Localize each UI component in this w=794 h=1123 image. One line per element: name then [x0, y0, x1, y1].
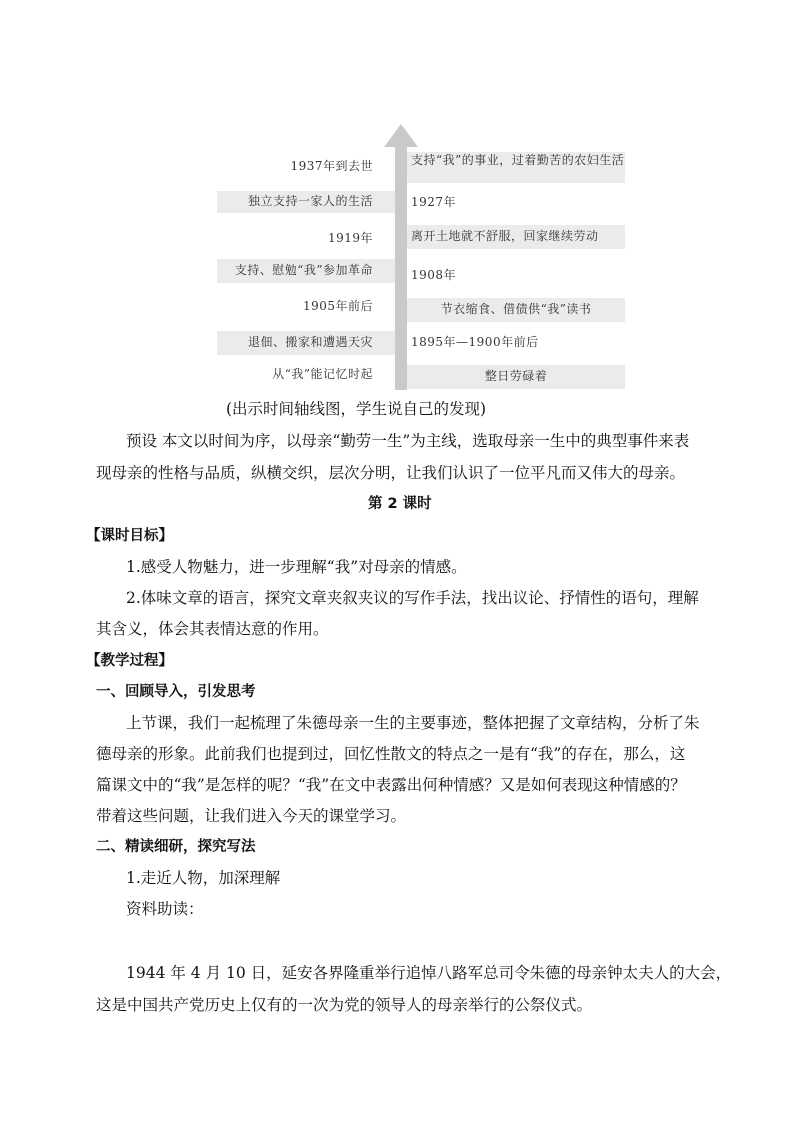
timeline-left-label: 从“我”能记忆时起	[272, 367, 373, 381]
timeline-left-label: 1919年	[327, 231, 373, 245]
preset-paragraph-line: 预设 本文以时间为序，以母亲“勤劳一生”为主线，选取母亲一生中的典型事件来表	[126, 432, 690, 450]
timeline-left-label: 退佃、搬家和遭遇天灾	[217, 331, 395, 355]
timeline-left-label: 支持、慰勉“我”参加革命	[217, 259, 395, 283]
paragraph-line: 上节课，我们一起梳理了朱德母亲一生的主要事迹，整体把握了文章结构，分析了朱	[126, 714, 700, 732]
material-paragraph-line: 这是中国共产党历史上仅有的一次为党的领导人的母亲举行的公祭仪式。	[96, 996, 593, 1014]
timeline-arrow-head	[384, 124, 418, 147]
timeline-right-label: 1908年	[411, 268, 457, 282]
goal-item: 2.体味文章的语言，探究文章夹叙夹议的写作手法，找出议论、抒情性的语句，理解	[126, 589, 699, 607]
paragraph-line: 德母亲的形象。此前我们也提到过，回忆性散文的特点之一是有“我”的存在，那么，这	[96, 745, 686, 763]
timeline-right-label: 1895年—1900年前后	[411, 335, 539, 349]
section-heading: 一、回顾导入，引发思考	[96, 684, 256, 700]
timeline-right-label: 1927年	[411, 195, 457, 209]
goal-item: 1.感受人物魅力，进一步理解“我”对母亲的情感。	[126, 558, 467, 576]
timeline-right-label: 离开土地就不舒服，回家继续劳动	[407, 225, 625, 249]
timeline-left-label: 1937年到去世	[290, 159, 373, 173]
timeline-caption: (出示时间轴线图，学生说自己的发现)	[226, 400, 487, 418]
process-heading: 【教学过程】	[86, 653, 173, 669]
goals-heading: 【课时目标】	[86, 528, 173, 544]
goal-item-continued: 其含义，体会其表情达意的作用。	[96, 620, 329, 638]
subsection-heading: 1.走近人物，加深理解	[126, 869, 281, 887]
preset-paragraph-line: 现母亲的性格与品质，纵横交织，层次分明，让我们认识了一位平凡而又伟大的母亲。	[96, 464, 686, 482]
timeline-left-label: 独立支持一家人的生活	[217, 191, 395, 213]
paragraph-line: 带着这些问题，让我们进入今天的课堂学习。	[96, 807, 407, 825]
timeline-left-label: 1905年前后	[302, 299, 373, 313]
material-label: 资料助读：	[126, 900, 204, 918]
timeline-right-label: 支持“我”的事业，过着勤苦的农妇生活	[407, 152, 625, 183]
timeline-right-label: 整日劳碌着	[407, 365, 625, 389]
lesson-title: 第 2 课时	[368, 496, 432, 512]
section-heading: 二、精读细研，探究写法	[96, 839, 256, 855]
paragraph-line: 篇课文中的“我”是怎样的呢？“我”在文中表露出何种情感？又是如何表现这种情感的？	[96, 776, 686, 794]
material-paragraph-line: 1944 年 4 月 10 日，延安各界隆重举行追悼八路军总司令朱德的母亲钟太夫人的大会，	[126, 964, 732, 982]
timeline-right-label: 节衣缩食、借债供“我”读书	[407, 298, 625, 322]
timeline-axis	[395, 146, 407, 390]
